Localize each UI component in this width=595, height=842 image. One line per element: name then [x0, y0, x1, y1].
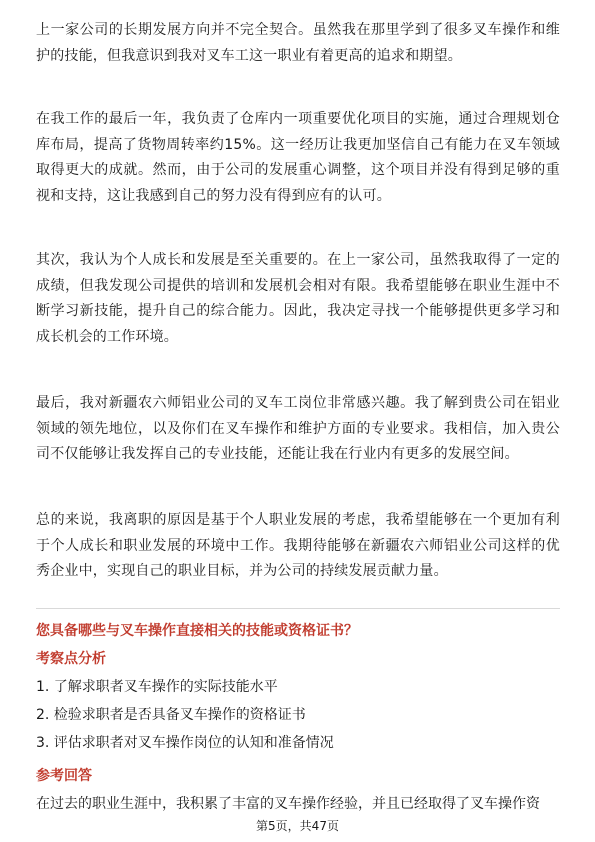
page-number: 第5页，共47页 — [256, 819, 339, 833]
paragraph-1: 上一家公司的长期发展方向并不完全契合。虽然我在那里学到了很多叉车操作和维护的技能，但我意识到我对叉车工这一职业有着更高的追求和期望。 — [36, 22, 560, 64]
answer-text: 在过去的职业生涯中，我积累了丰富的叉车操作经验，并且已经取得了叉车操作资 — [36, 796, 540, 812]
paragraph-3: 其次，我认为个人成长和发展是至关重要的。在上一家公司，虽然我取得了一定的成绩，但我发现公司提供的培训和发展机会相对有限。我希望能够在职业生涯中不断学习新技能，提升自己的综合能力。因此，我决定寻找一个能够提供更多学习和成长机会的工作环境。 — [36, 252, 560, 345]
analysis-item-3: 3. 评估求职者对叉车操作岗位的认知和准备情况 — [36, 735, 334, 751]
paragraph-2: 在我工作的最后一年，我负责了仓库内一项重要优化项目的实施，通过合理规划仓库布局，提高了货物周转率约15%。这一经历让我更加坚信自己有能力在叉车领域取得更大的成就。然而，由于公司的发展重心调整，这个项目并没有得到足够的重视和支持，这让我感到自己的努力没有得到应有的认可。 — [36, 111, 560, 204]
section-divider — [36, 608, 560, 609]
paragraph-4: 最后，我对新疆农六师铝业公司的叉车工岗位非常感兴趣。我了解到贵公司在铝业领域的领先地位，以及你们在叉车操作和维护方面的专业要求。我相信，加入贵公司不仅能够让我发挥自己的专业技能，还能让我在行业内有更多的发展空间。 — [36, 395, 560, 463]
question-heading: 您具备哪些与叉车操作直接相关的技能或资格证书？ — [36, 623, 358, 639]
answer-title: 参考回答 — [36, 768, 92, 784]
analysis-item-2: 2. 检验求职者是否具备叉车操作的资格证书 — [36, 707, 306, 723]
analysis-item-1: 1. 了解求职者叉车操作的实际技能水平 — [36, 679, 278, 695]
analysis-title: 考察点分析 — [36, 651, 106, 667]
paragraph-5: 总的来说，我离职的原因是基于个人职业发展的考虑，我希望能够在一个更加有利于个人成长和职业发展的环境中工作。我期待能够在新疆农六师铝业公司这样的优秀企业中，实现自己的职业目标，并为公司的持续发展贡献力量。 — [36, 512, 560, 580]
